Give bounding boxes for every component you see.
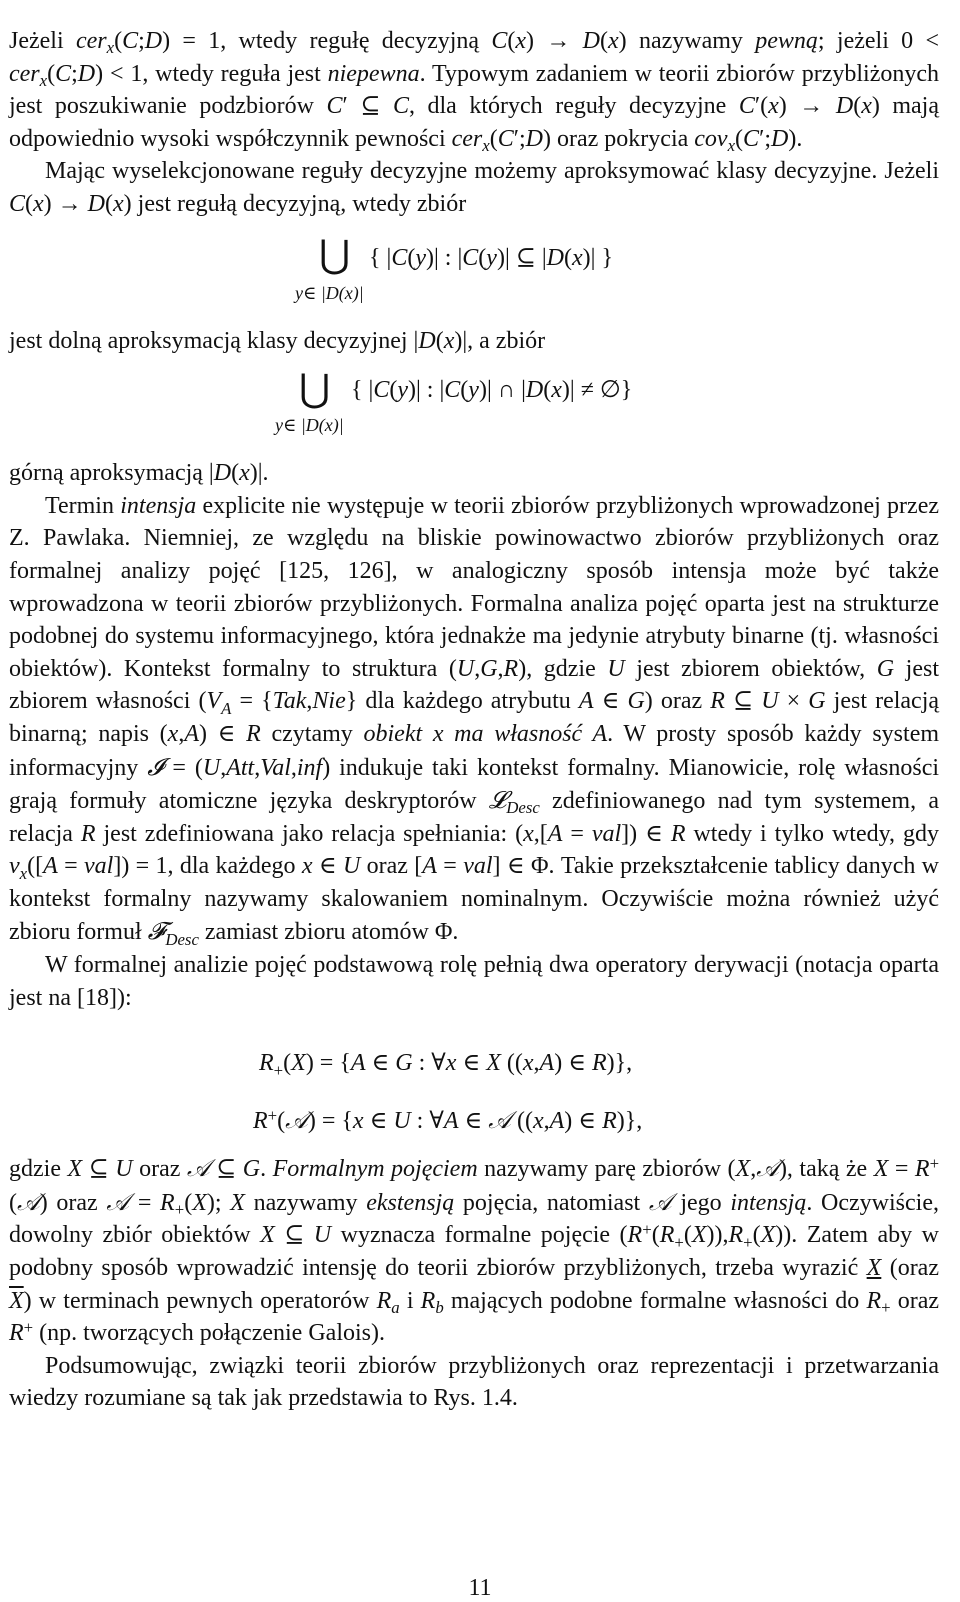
equation-lower-approximation <box>9 221 939 325</box>
paragraph-approximation-intro: Mając wyselekcjonowane reguły decyzyjne możemy aproksymować klasy decyzyjne. Jeżeli C(x) → D(x) jest regułą decyzyjną, wtedy zbiór <box>9 158 939 217</box>
upper-approx-expression: { |C(y)| : |C(y)| ∩ |D(x)| ≠ ∅} <box>351 377 633 404</box>
equation-derivation-pair <box>9 1014 939 1152</box>
equation-r-plus-a: R+(𝒜) = {x ∈ U : ∀A ∈ 𝒜 ((x,A) ∈ R)}, <box>253 1106 643 1135</box>
equation-r-plus-x: $R_+(X) = \{A$ ∈ G : ∀x ∈ X ((x,A) ∈ R)}, <box>259 1050 633 1080</box>
paragraph-intension: Termin intensja explicite nie występuje w teorii zbiorów przybliżonych wprowadzonej przez Z. Pawlaka. Niemniej, ze względu na bliskie powinowactwo zbiorów przybliżonych oraz formalnej analizy pojęć [125, 126], w analogiczny sposób intensja może być także wprowadzona w teorii zbiorów przybliżonych. Formalna analiza pojęć oparta jest na strukturze podobnej do systemu informacyjnego, która jednakże ma jedynie atrybuty binarne (tj. własności obiektów). Kontekst formalny to struktura (U,G,R), gdzie U jest zbiorem obiektów, G jest zbiorem własności ($V_A = \{Tak,Nie\}$ dla każdego atrybutu A ∈ G) oraz R ⊆ U × G jest relacją binarną; napis (x,A) ∈ R czytamy obiekt x ma własność A. W prosty sposób każdy system informacyjny 𝓘 = (U,Att,Val,inf) indukuje taki kontekst formalny. Mianowicie, rolę własności grają formuły atomiczne języka deskryptorów 𝓛$_{Desc}$ zdefiniowanego nad tym systemem, a relacja R jest zdefiniowana jako relacja spełniania: (x,[A = val]) ∈ R wtedy i tylko wtedy, gdy $v_x([A = val]) = 1$, dla każdego x ∈ U oraz [A = val] ∈ Φ. Takie przekształcenie tablicy danych w kontekst formalny nazywamy skalowaniem nominalnym. Oczywiście można również użyć zbioru formuł 𝓕$_{Desc}$ zamiast zbioru atomów Φ. <box>9 492 940 949</box>
paragraph-formal-concept: gdzie X ⊆ U oraz 𝒜 ⊆ G. Formalnym pojęciem nazywamy parę zbiorów (X,𝒜), taką że X = R+(𝒜) oraz 𝒜 = $R_+(X)$; X nazywamy ekstensją pojęcia, natomiast 𝒜 jego intensją. Oczywiście, dowolny zbiór obiektów X ⊆ U wyznacza formalne pojęcie $(R^+(R_+(X)),R_+(X))$. Zatem aby w podobny sposób wprowadzić intensję do teorii zbiorów przybliżonych, trzeba wyrazić X (oraz $\overline{X}$) w terminach pewnych operatorów $R_a$ i $R_b$ mających podobne formalne własności do $R_+$ oraz R+ (np. tworzących połączenie Galois). <box>9 1154 940 1347</box>
paragraph-lower-approx: jest dolną aproksymacją klasy decyzyjnej |D(x)|, a zbiór <box>9 327 546 354</box>
paragraph-certainty: Jeżeli cer$_x$(C;D) = 1, wtedy regułę decyzyjną C(x) → D(x) nazywamy pewną; jeżeli 0 < cer$_x$(C;D) < 1, wtedy reguła jest niepewna. Typowym zadaniem w teorii zbiorów przybliżonych jest poszukiwanie podzbiorów C′ ⊆ C, dla których reguły decyzyjne C′(x) → D(x) mają odpowiednio wysoki współczynnik pewności cer$_x$(C′;D) oraz pokrycia cov$_x$(C′;D). <box>9 28 940 156</box>
union-index: y∈ |D(x)| <box>275 415 344 436</box>
union-index: y∈ |D(x)| <box>295 282 364 303</box>
big-union-symbol: ⋃ <box>319 231 351 276</box>
paragraph-upper-approx: górną aproksymacją |D(x)|. <box>9 460 269 487</box>
big-union-symbol: ⋃ <box>299 366 331 411</box>
paragraph-summary: Podsumowując, związki teorii zbiorów przybliżonych oraz reprezentacji i przetwarzania wiedzy rozumiane są tak jak przedstawia to Rys. 1.4. <box>9 1352 939 1412</box>
paragraph-derivation-operators: W formalnej analizie pojęć podstawową rolę pełnią dwa operatory derywacji (notacja oparta jest na [18]): <box>9 952 939 1011</box>
lower-approx-expression: { |C(y)| : |C(y)| ⊆ |D(x)| } <box>369 244 613 271</box>
page-number: 11 <box>468 1575 492 1601</box>
equation-upper-approximation <box>9 357 939 457</box>
